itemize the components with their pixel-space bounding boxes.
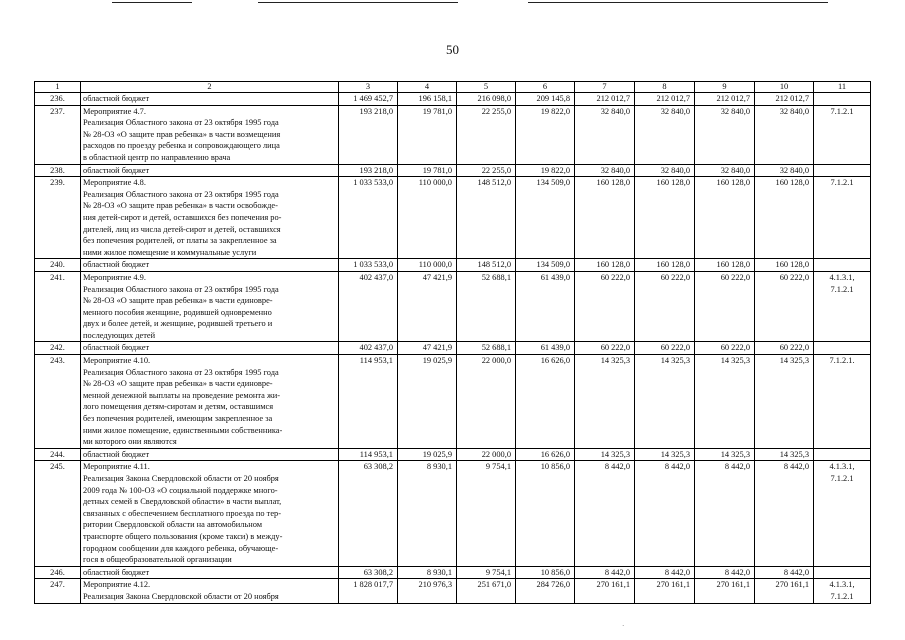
value-cell: 8 930,1 — [398, 566, 457, 579]
description-line: ми которого они являются — [83, 437, 177, 447]
value-cell: 32 840,0 — [755, 105, 814, 164]
description-line: Мероприятие 4.10. — [83, 356, 151, 366]
description-line: ними жилое помещение и коммунальные услуги — [83, 247, 257, 257]
value-cell: 1 033 533,0 — [339, 177, 398, 259]
column-header: 8 — [635, 82, 695, 93]
description-line: Мероприятие 4.7. — [83, 106, 146, 116]
target-indicator-cell: 4.1.3.1, 7.1.2.1 — [814, 271, 871, 342]
description-line: без попечения родителей, от платы за закрепленное за — [83, 236, 277, 246]
value-cell: 210 976,3 — [398, 579, 457, 603]
value-cell: 32 840,0 — [695, 105, 755, 164]
target-indicator-cell: 4.1.3.1, 7.1.2.1 — [814, 461, 871, 566]
target-indicator-cell — [814, 566, 871, 579]
target-indicator-cell: 4.1.3.1, 7.1.2.1 — [814, 579, 871, 603]
value-cell: 196 158,1 — [398, 93, 457, 106]
column-header: 2 — [81, 82, 339, 93]
description-line: областной бюджет — [83, 567, 150, 577]
description-line: ния детей-сирот и детей, оставшихся без попечения ро- — [83, 212, 282, 222]
description-line: дителей, лиц из числа детей-сирот и детей, оставшихся — [83, 224, 281, 234]
value-cell: 32 840,0 — [575, 105, 635, 164]
value-cell: 160 128,0 — [635, 259, 695, 272]
row-description — [81, 448, 339, 461]
value-cell: 32 840,0 — [635, 164, 695, 177]
target-indicator-cell — [814, 448, 871, 461]
value-cell: 212 012,7 — [635, 93, 695, 106]
column-header: 5 — [457, 82, 516, 93]
table-row — [35, 164, 871, 177]
row-description — [81, 93, 339, 106]
table-row — [35, 177, 871, 259]
value-cell: 60 222,0 — [635, 342, 695, 355]
description-line: двух и более детей, и женщине, родившей третьего и — [83, 319, 273, 329]
target-indicator-cell: 7.1.2.1 — [814, 177, 871, 259]
row-description — [81, 566, 339, 579]
value-cell: 14 325,3 — [695, 355, 755, 449]
value-cell: 284 726,0 — [516, 579, 575, 603]
description-line: менной денежной выплаты на проведение ремонта жи- — [83, 390, 280, 400]
value-cell: 19 781,0 — [398, 164, 457, 177]
scan-artifact: · — [622, 622, 625, 630]
value-cell: 212 012,7 — [695, 93, 755, 106]
description-line: Мероприятие 4.11. — [83, 462, 150, 472]
value-cell: 1 033 533,0 — [339, 259, 398, 272]
value-cell: 209 145,8 — [516, 93, 575, 106]
target-indicator-cell — [814, 259, 871, 272]
budget-table — [34, 81, 871, 604]
description-line: менного пособия женщине, родившей одновременно — [83, 307, 272, 317]
value-cell: 160 128,0 — [635, 177, 695, 259]
row-number: 243. — [35, 355, 81, 449]
description-line: лого помещения детям-сиротам и детям, оставшимся — [83, 402, 274, 412]
value-cell: 212 012,7 — [575, 93, 635, 106]
value-cell: 160 128,0 — [695, 177, 755, 259]
value-cell: 8 442,0 — [695, 566, 755, 579]
value-cell: 14 325,3 — [755, 355, 814, 449]
row-description — [81, 259, 339, 272]
value-cell: 19 822,0 — [516, 164, 575, 177]
column-header: 9 — [695, 82, 755, 93]
top-rule — [258, 2, 458, 3]
description-line: детных семей в Свердловской области» в части выплат, — [83, 497, 282, 507]
row-description — [81, 342, 339, 355]
value-cell: 9 754,1 — [457, 461, 516, 566]
table-row — [35, 448, 871, 461]
row-number: 241. — [35, 271, 81, 342]
value-cell: 160 128,0 — [755, 259, 814, 272]
value-cell: 14 325,3 — [575, 448, 635, 461]
description-line: № 28-ОЗ «О защите прав ребенка» в части единовре- — [83, 296, 273, 306]
value-cell: 60 222,0 — [575, 342, 635, 355]
value-cell: 52 688,1 — [457, 271, 516, 342]
description-line: областной бюджет — [83, 165, 150, 175]
row-description — [81, 105, 339, 164]
value-cell: 16 626,0 — [516, 448, 575, 461]
row-description — [81, 177, 339, 259]
description-line: № 28-ОЗ «О защите прав ребенка» в части единовре- — [83, 379, 273, 389]
description-line: без попечения родителей, имеющим закрепленное за — [83, 414, 273, 424]
value-cell: 22 000,0 — [457, 448, 516, 461]
table-row — [35, 566, 871, 579]
target-indicator-cell: 7.1.2.1. — [814, 355, 871, 449]
row-number: 245. — [35, 461, 81, 566]
description-line: Мероприятие 4.12. — [83, 580, 151, 590]
value-cell: 10 856,0 — [516, 461, 575, 566]
table-row — [35, 105, 871, 164]
description-line: городном сообщении для каждого ребенка, обучающе- — [83, 543, 279, 553]
value-cell: 47 421,9 — [398, 342, 457, 355]
value-cell: 148 512,0 — [457, 259, 516, 272]
description-line: гося в общеобразовательной организации — [83, 555, 232, 565]
page-number: 50 — [446, 42, 459, 57]
value-cell: 19 025,9 — [398, 448, 457, 461]
row-description — [81, 461, 339, 566]
value-cell: 61 439,0 — [516, 271, 575, 342]
value-cell: 60 222,0 — [695, 271, 755, 342]
value-cell: 19 025,9 — [398, 355, 457, 449]
description-line: транспорте общего пользования (кроме такси) в между- — [83, 531, 283, 541]
description-line: последующих детей — [83, 330, 156, 340]
table-row — [35, 259, 871, 272]
table-row — [35, 93, 871, 106]
row-number: 244. — [35, 448, 81, 461]
value-cell: 160 128,0 — [755, 177, 814, 259]
column-header: 7 — [575, 82, 635, 93]
value-cell: 134 509,0 — [516, 177, 575, 259]
value-cell: 402 437,0 — [339, 342, 398, 355]
value-cell: 10 856,0 — [516, 566, 575, 579]
description-line: в областной центр по направлению врача — [83, 152, 231, 162]
value-cell: 8 442,0 — [755, 566, 814, 579]
value-cell: 14 325,3 — [635, 448, 695, 461]
value-cell: 270 161,1 — [575, 579, 635, 603]
value-cell: 8 442,0 — [755, 461, 814, 566]
value-cell: 134 509,0 — [516, 259, 575, 272]
value-cell: 270 161,1 — [635, 579, 695, 603]
value-cell: 8 442,0 — [575, 566, 635, 579]
description-line: ритории Свердловской области на автомобильном — [83, 520, 263, 530]
value-cell: 19 822,0 — [516, 105, 575, 164]
value-cell: 16 626,0 — [516, 355, 575, 449]
table-row — [35, 342, 871, 355]
value-cell: 193 218,0 — [339, 105, 398, 164]
value-cell: 22 000,0 — [457, 355, 516, 449]
value-cell: 60 222,0 — [755, 342, 814, 355]
top-rule — [112, 2, 192, 3]
description-line: Реализация Областного закона от 23 октября 1995 года — [83, 118, 279, 128]
description-line: Мероприятие 4.9. — [83, 272, 146, 282]
column-header: 10 — [755, 82, 814, 93]
column-header: 4 — [398, 82, 457, 93]
value-cell: 63 308,2 — [339, 461, 398, 566]
row-number: 236. — [35, 93, 81, 106]
target-indicator-cell: 7.1.2.1 — [814, 105, 871, 164]
description-line: Реализация Закона Свердловской области от 20 ноября — [83, 474, 279, 483]
target-indicator-cell — [814, 164, 871, 177]
description-line: расходов по проезду ребенка и сопровождающего лица — [83, 141, 280, 151]
value-cell: 212 012,7 — [755, 93, 814, 106]
value-cell: 61 439,0 — [516, 342, 575, 355]
value-cell: 14 325,3 — [635, 355, 695, 449]
value-cell: 9 754,1 — [457, 566, 516, 579]
row-number: 237. — [35, 105, 81, 164]
value-cell: 270 161,1 — [755, 579, 814, 603]
row-number: 239. — [35, 177, 81, 259]
row-number: 238. — [35, 164, 81, 177]
value-cell: 251 671,0 — [457, 579, 516, 603]
value-cell: 270 161,1 — [695, 579, 755, 603]
row-description — [81, 579, 339, 603]
top-rule — [528, 2, 828, 3]
value-cell: 19 781,0 — [398, 105, 457, 164]
value-cell: 402 437,0 — [339, 271, 398, 342]
description-line: областной бюджет — [83, 343, 150, 353]
value-cell: 114 953,1 — [339, 355, 398, 449]
value-cell: 63 308,2 — [339, 566, 398, 579]
value-cell: 110 000,0 — [398, 177, 457, 259]
description-line: Реализация Областного закона от 23 октября 1995 года — [83, 284, 279, 294]
value-cell: 14 325,3 — [695, 448, 755, 461]
value-cell: 60 222,0 — [695, 342, 755, 355]
description-line: № 28-ОЗ «О защите прав ребенка» в части освобожде- — [83, 201, 278, 211]
value-cell: 8 442,0 — [695, 461, 755, 566]
table-row — [35, 271, 871, 342]
value-cell: 14 325,3 — [575, 355, 635, 449]
target-indicator-cell — [814, 93, 871, 106]
column-header: 11 — [814, 82, 871, 93]
value-cell: 14 325,3 — [755, 448, 814, 461]
row-number: 247. — [35, 579, 81, 603]
description-line: Мероприятие 4.8. — [83, 178, 146, 188]
row-description — [81, 271, 339, 342]
description-line: областной бюджет — [83, 449, 150, 459]
table-row — [35, 355, 871, 449]
column-header: 3 — [339, 82, 398, 93]
description-line: областной бюджет — [83, 94, 150, 103]
description-line: 2009 года № 100-ОЗ «О социальной поддержке много- — [83, 485, 278, 495]
description-line: Реализация Областного закона от 23 октября 1995 года — [83, 367, 279, 377]
value-cell: 52 688,1 — [457, 342, 516, 355]
value-cell: 22 255,0 — [457, 105, 516, 164]
description-line: областной бюджет — [83, 260, 150, 270]
value-cell: 32 840,0 — [635, 105, 695, 164]
value-cell: 32 840,0 — [755, 164, 814, 177]
value-cell: 8 442,0 — [635, 461, 695, 566]
description-line: Реализация Закона Свердловской области от 20 ноября — [83, 591, 279, 601]
value-cell: 60 222,0 — [635, 271, 695, 342]
value-cell: 160 128,0 — [575, 259, 635, 272]
table-row — [35, 461, 871, 566]
value-cell: 110 000,0 — [398, 259, 457, 272]
value-cell: 1 828 017,7 — [339, 579, 398, 603]
description-line: связанных с обеспечением бесплатного проезда по тер- — [83, 508, 282, 518]
value-cell: 193 218,0 — [339, 164, 398, 177]
value-cell: 32 840,0 — [695, 164, 755, 177]
value-cell: 60 222,0 — [755, 271, 814, 342]
row-number: 240. — [35, 259, 81, 272]
value-cell: 8 442,0 — [575, 461, 635, 566]
value-cell: 8 442,0 — [635, 566, 695, 579]
value-cell: 47 421,9 — [398, 271, 457, 342]
row-number: 242. — [35, 342, 81, 355]
description-line: № 28-ОЗ «О защите прав ребенка» в части возмещения — [83, 129, 281, 139]
value-cell: 148 512,0 — [457, 177, 516, 259]
value-cell: 1 469 452,7 — [339, 93, 398, 106]
value-cell: 160 128,0 — [575, 177, 635, 259]
column-header: 6 — [516, 82, 575, 93]
target-indicator-cell — [814, 342, 871, 355]
value-cell: 216 098,0 — [457, 93, 516, 106]
description-line: Реализация Областного закона от 23 октября 1995 года — [83, 189, 279, 199]
row-description — [81, 164, 339, 177]
table-header-row — [35, 82, 871, 93]
value-cell: 160 128,0 — [695, 259, 755, 272]
value-cell: 60 222,0 — [575, 271, 635, 342]
table-row — [35, 579, 871, 603]
row-description — [81, 355, 339, 449]
value-cell: 32 840,0 — [575, 164, 635, 177]
value-cell: 22 255,0 — [457, 164, 516, 177]
value-cell: 8 930,1 — [398, 461, 457, 566]
column-header: 1 — [35, 82, 81, 93]
value-cell: 114 953,1 — [339, 448, 398, 461]
description-line: ними жилое помещение, единственными собственника- — [83, 425, 283, 435]
row-number: 246. — [35, 566, 81, 579]
